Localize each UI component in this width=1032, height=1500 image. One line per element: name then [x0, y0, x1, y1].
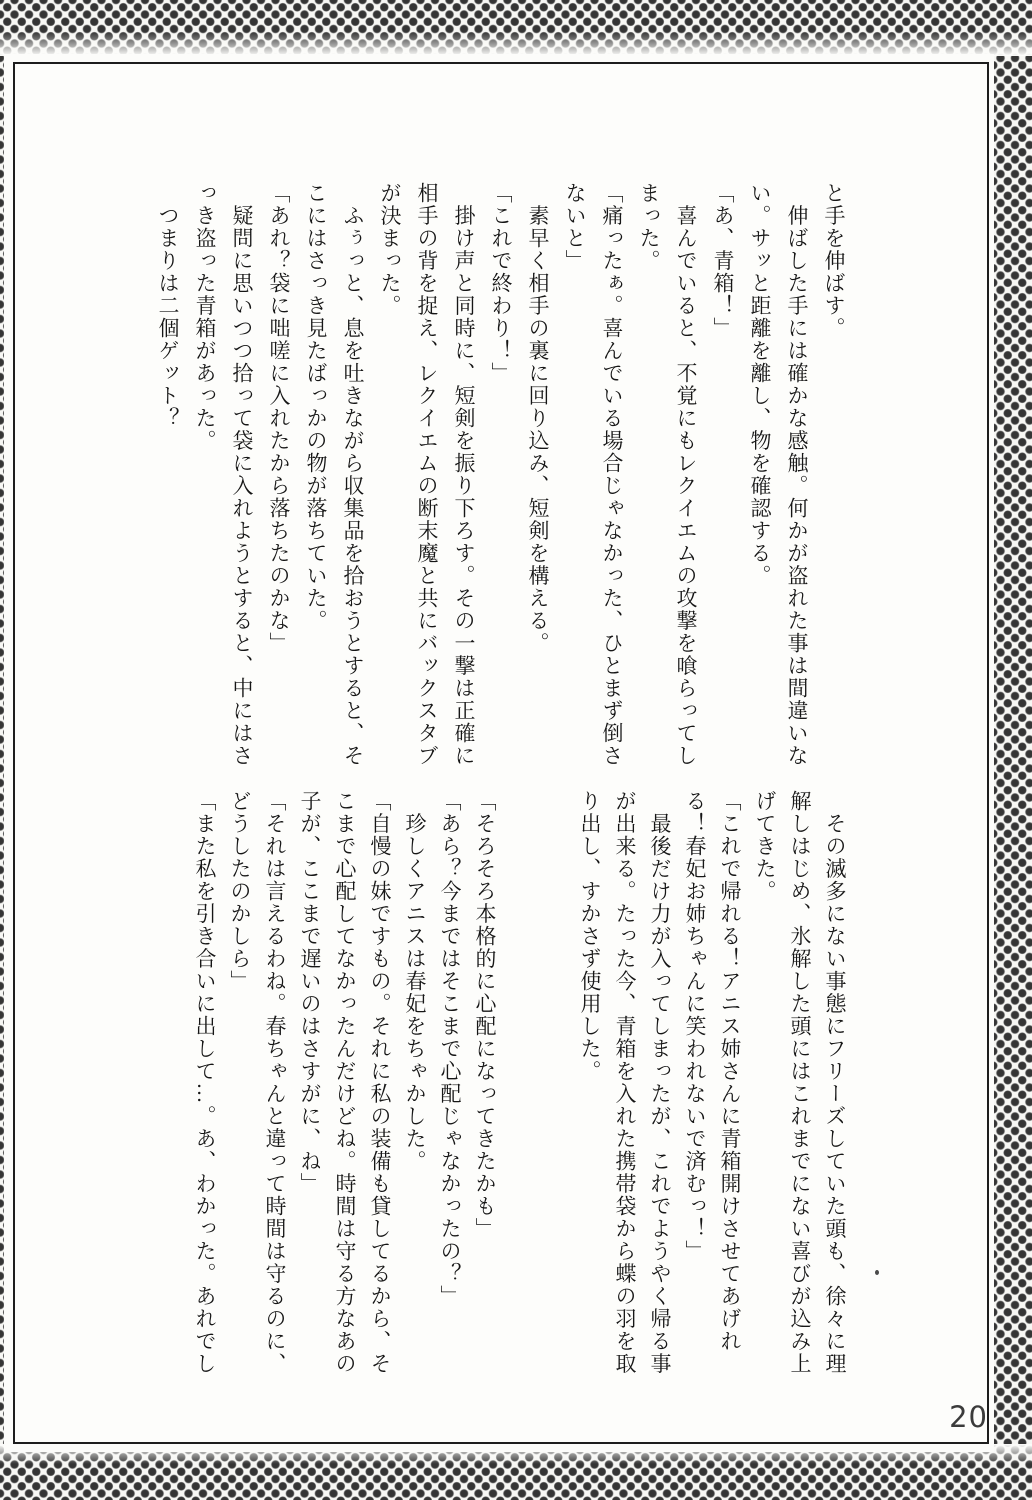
text-column: 「これで終わり！」	[489, 182, 513, 385]
text-column: 素早く相手の裏に回り込み、短剣を構える。	[526, 182, 550, 655]
text-column: げてきた。	[753, 790, 777, 903]
text-column: 「自慢の妹ですもの。それに私の装備も貸してるから、そ	[368, 790, 392, 1375]
text-column: 珍しくアニスは春妃をちゃかした。	[403, 790, 427, 1173]
lower-text-block	[187, 790, 852, 1375]
text-column: 「これで帰れる！アニス姉さんに青箱開けさせてあげれ	[718, 790, 742, 1353]
text-column: こまで心配してなかったんだけどね。時間は守る方なあの	[333, 790, 357, 1375]
page-number: 20	[949, 1400, 988, 1434]
print-speck	[875, 1270, 879, 1275]
text-column: 「そろそろ本格的に心配になってきたかも」	[473, 790, 497, 1240]
text-column: 「あら？今まではそこまで心配じゃなかったの？」	[438, 790, 462, 1308]
text-column: 疑問に思いつつ拾って袋に入れようとすると、中にはさ	[230, 182, 254, 767]
blank-line-column	[537, 790, 572, 1368]
halftone-fade-top	[0, 32, 1032, 56]
text-column: る！春妃お姉ちゃんに笑われないで済むっ！」	[683, 790, 707, 1263]
text-column: り出し、すかさず使用した。	[578, 790, 602, 1083]
text-column: 子が、ここまで遅いのはさすがに、ね」	[298, 790, 322, 1195]
text-column: 「あれ？袋に咄嗟に入れたから落ちたのかな」	[267, 182, 291, 655]
text-column: が決まった。	[378, 182, 402, 317]
text-column: ふぅっと、息を吐きながら収集品を拾おうとすると、そ	[341, 182, 365, 767]
text-column: 「痛ったぁ。喜んでいる場合じゃなかった、ひとまず倒さ	[600, 182, 624, 767]
text-column: い。サッと距離を離し、物を確認する。	[748, 182, 772, 587]
text-column: っき盗った青箱があった。	[193, 182, 217, 452]
text-column: 「また私を引き合いに出して…。あ、わかった。あれでし	[193, 790, 217, 1375]
text-column: つまりは二個ゲット？	[156, 182, 180, 430]
text-column: 相手の背を捉え、レクイエムの断末魔と共にバックスタブ	[415, 182, 439, 767]
text-column: 「それは言えるわね。春ちゃんと違って時間は守るのに、	[263, 790, 287, 1375]
text-column: が出来る。たった今、青箱を入れた携帯袋から蝶の羽を取	[613, 790, 637, 1375]
upper-text-block	[149, 182, 852, 767]
blank-line-column	[502, 790, 537, 1368]
text-column: 解しはじめ、氷解した頭にはこれまでにない喜びが込み上	[788, 790, 812, 1375]
text-column: 最後だけ力が入ってしまったが、これでようやく帰る事	[648, 790, 672, 1375]
text-column: ないと」	[563, 182, 587, 272]
text-column: その滅多にない事態にフリーズしていた頭も、徐々に理	[823, 790, 847, 1375]
text-column: こにはさっき見たばっかの物が落ちていた。	[304, 182, 328, 632]
text-column: 喜んでいると、不覚にもレクイエムの攻撃を喰らってし	[674, 182, 698, 767]
text-column: 「あ、青箱！」	[711, 182, 735, 340]
text-column: 伸ばした手には確かな感触。何かが盗れた事は間違いな	[785, 182, 809, 767]
text-column: 掛け声と同時に、短剣を振り下ろす。その一撃は正確に	[452, 182, 476, 767]
text-column: まった。	[637, 182, 661, 272]
text-column: と手を伸ばす。	[822, 182, 846, 340]
text-column: どうしたのかしら」	[228, 790, 252, 993]
